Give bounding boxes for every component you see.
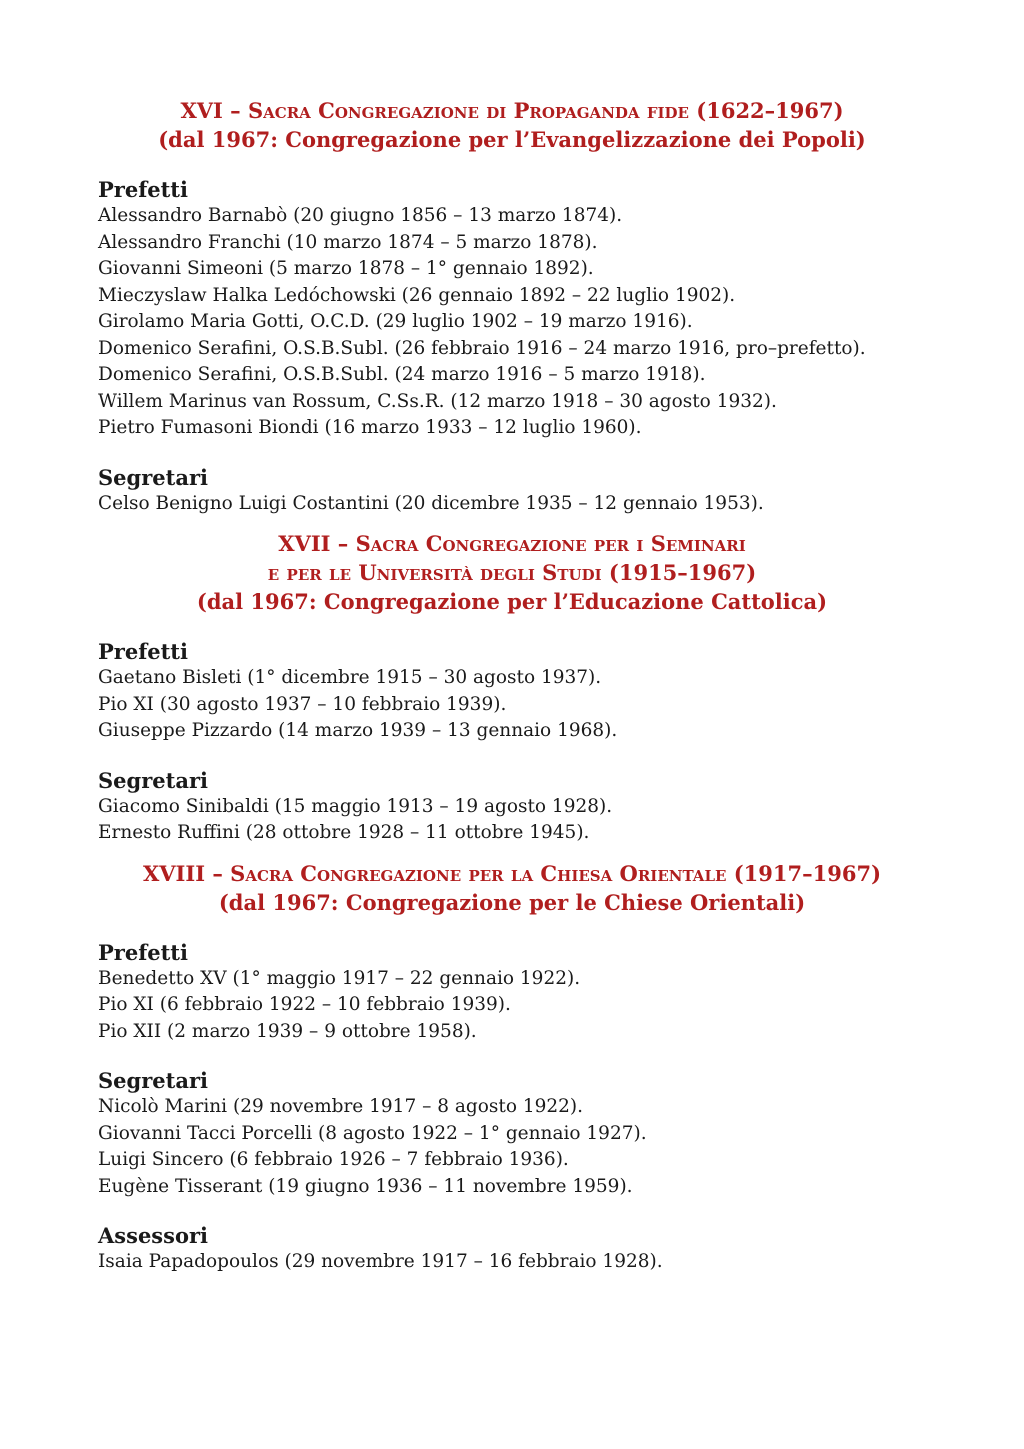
list-item: Pio XI (6 febbraio 1922 – 10 febbraio 1939). [98, 994, 511, 1015]
group-heading: Prefetti [98, 939, 188, 965]
group-segretari [98, 767, 928, 847]
section-title-line: e per le Università degli Studi (1915–1967) [267, 560, 757, 585]
section-title [0, 96, 1024, 154]
section-xviii [98, 859, 928, 1276]
group-prefetti [98, 939, 928, 1046]
group-heading: Segretari [98, 767, 208, 793]
group-prefetti [98, 638, 928, 745]
list-item: Alessandro Franchi (10 marzo 1874 – 5 marzo 1878). [98, 231, 598, 253]
list-item: Luigi Sincero (6 febbraio 1926 – 7 febbraio 1936). [98, 1149, 569, 1170]
group-segretari [98, 464, 928, 518]
section-title-line: (dal 1967: Congregazione per le Chiese Orientali) [218, 889, 806, 915]
list-item: Alessandro Barnabò (20 giugno 1856 – 13 marzo 1874). [98, 205, 623, 226]
section-title [0, 859, 1024, 917]
list-item: Giacomo Sinibaldi (15 maggio 1913 – 19 agosto 1928). [98, 795, 613, 817]
group-heading: Segretari [98, 464, 208, 490]
list-item: Pio XII (2 marzo 1939 – 9 ottobre 1958). [98, 1020, 477, 1042]
list-item: Gaetano Bisleti (1° dicembre 1915 – 30 agosto 1937). [98, 667, 602, 688]
list-item: Willem Marinus van Rossum, C.Ss.R. (12 marzo 1918 – 30 agosto 1932). [98, 390, 777, 412]
section-title-line: XVIII – Sacra Congregazione per la Chiesa Orientale (1917–1967) [142, 860, 882, 886]
group-heading: Segretari [98, 1068, 208, 1093]
list-item: Celso Benigno Luigi Costantini (20 dicembre 1935 – 12 gennaio 1953). [98, 492, 764, 514]
section-title-line: XVI – Sacra Congregazione di Propaganda fide (1622–1967) [180, 98, 844, 123]
list-item: Isaia Papadopoulos (29 novembre 1917 – 16 febbraio 1928). [98, 1251, 663, 1272]
list-item: Benedetto XV (1° maggio 1917 – 22 gennaio 1922). [98, 967, 581, 989]
list-item: Giuseppe Pizzardo (14 marzo 1939 – 13 gennaio 1968). [98, 720, 618, 741]
list-item: Domenico Serafini, O.S.B.Subl. (24 marzo 1916 – 5 marzo 1918). [98, 364, 706, 385]
list-item: Giovanni Simeoni (5 marzo 1878 – 1° gennaio 1892). [98, 258, 594, 279]
list-item: Nicolò Marini (29 novembre 1917 – 8 agosto 1922). [98, 1096, 584, 1117]
group-segretari [98, 1067, 928, 1200]
section-title-line: (dal 1967: Congregazione per l’Educazione Cattolica) [196, 589, 828, 614]
list-item: Pietro Fumasoni Biondi (16 marzo 1933 – 12 luglio 1960). [98, 417, 642, 438]
list-item: Pio XI (30 agosto 1937 – 10 febbraio 1939). [98, 693, 507, 715]
section-title [0, 529, 1024, 616]
group-heading: Assessori [98, 1223, 208, 1248]
list-item: Mieczyslaw Halka Ledóchowski (26 gennaio 1892 – 22 luglio 1902). [98, 284, 736, 306]
list-item: Domenico Serafini, O.S.B.Subl. (26 febbraio 1916 – 24 marzo 1916, pro–prefetto). [98, 337, 866, 359]
section-title-line: XVII – Sacra Congregazione per i Seminari [278, 531, 746, 556]
group-heading: Prefetti [98, 177, 188, 202]
list-item: Girolamo Maria Gotti, O.C.D. (29 luglio 1902 – 19 marzo 1916). [98, 311, 693, 332]
group-prefetti [98, 176, 928, 442]
section-xvi [98, 96, 928, 517]
list-item: Giovanni Tacci Porcelli (8 agosto 1922 – 1° gennaio 1927). [98, 1122, 647, 1144]
document-page [98, 96, 928, 1276]
section-xvii [98, 529, 928, 847]
list-item: Ernesto Ruffini (28 ottobre 1928 – 11 ottobre 1945). [98, 822, 590, 843]
group-heading: Prefetti [98, 639, 188, 664]
section-title-line: (dal 1967: Congregazione per l’Evangelizzazione dei Popoli) [158, 127, 866, 152]
group-assessori [98, 1222, 928, 1276]
list-item: Eugène Tisserant (19 giugno 1936 – 11 novembre 1959). [98, 1175, 633, 1197]
